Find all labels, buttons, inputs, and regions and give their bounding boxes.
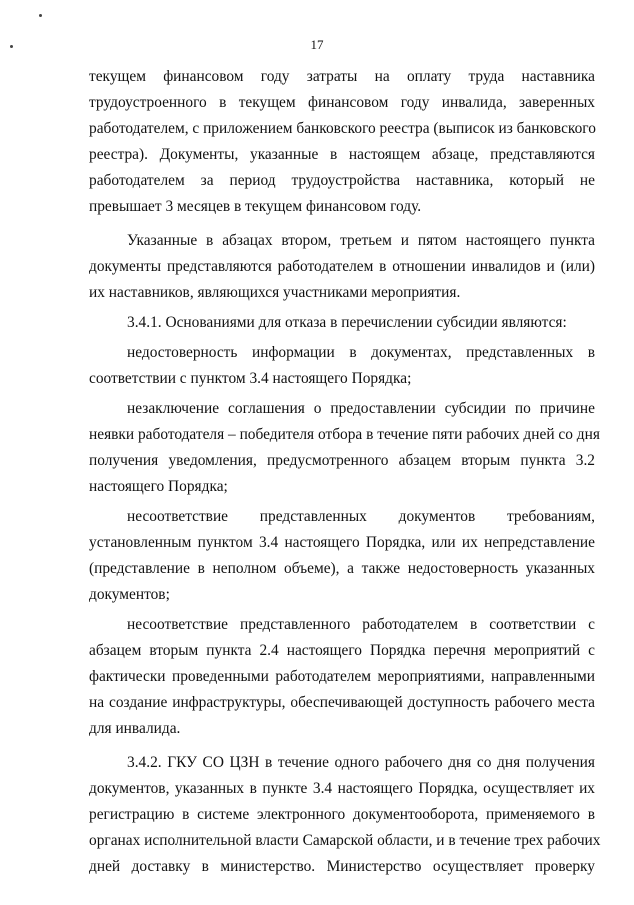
text-line: недостоверность информации в документах, представленных в	[127, 344, 595, 361]
text-line: документов, указанных в пункте 3.4 настоящего Порядка, осуществляет их	[89, 780, 595, 797]
text-line: превышает 3 месяцев в текущем финансовом году.	[89, 198, 422, 215]
text-line: работодателем за период трудоустройства наставника, который не	[89, 172, 595, 189]
text-line: незаключение соглашения о предоставлении субсидии по причине	[127, 400, 595, 417]
text-line: Указанные в абзацах втором, третьем и пятом настоящего пункта	[127, 232, 595, 249]
text-line: документы представляются работодателем в отношении инвалидов и (или)	[89, 258, 595, 275]
paragraph	[89, 310, 595, 336]
text-line: их наставников, являющихся участниками мероприятия.	[89, 284, 461, 301]
paragraph	[89, 396, 600, 500]
paragraph	[89, 750, 601, 880]
text-line: несоответствие представленного работодателем в соответствии с	[127, 616, 595, 633]
paragraph	[89, 64, 595, 220]
paragraph	[89, 228, 595, 306]
text-line: соответствии с пунктом 3.4 настоящего Порядка;	[89, 370, 412, 387]
text-line: настоящего Порядка;	[89, 478, 228, 495]
text-line: дней доставку в министерство. Министерство осуществляет проверку	[89, 858, 595, 875]
text-line: трудоустроенного в текущем финансовом году инвалида, заверенных	[89, 94, 595, 111]
scan-speck	[39, 14, 42, 17]
text-line: регистрацию в системе электронного документооборота, применяемого в	[89, 806, 595, 823]
text-line: текущем финансовом году затраты на оплату труда наставника	[89, 68, 595, 85]
text-line: фактически проведенными работодателем мероприятиями, направленными	[89, 668, 595, 685]
text-line: документов;	[89, 586, 170, 603]
text-line: реестра). Документы, указанные в настоящем абзаце, представляются	[89, 146, 595, 163]
text-line: органах исполнительной власти Самарской области, и в течение трех рабочих	[89, 832, 601, 849]
paragraph	[89, 504, 595, 608]
text-line: неявки работодателя – победителя отбора в течение пяти рабочих дней со дня	[89, 426, 600, 443]
text-line: получения уведомления, предусмотренного абзацем вторым пункта 3.2	[89, 452, 595, 469]
text-line: несоответствие представленных документов требованиям,	[127, 508, 595, 525]
text-line: работодателем, с приложением банковского реестра (выписок из банковского	[89, 120, 596, 137]
paragraph	[89, 340, 595, 392]
text-line: для инвалида.	[89, 720, 181, 737]
text-line: на создание инфраструктуры, обеспечивающей доступность рабочего места	[89, 694, 595, 711]
text-line: 3.4.1. Основаниями для отказа в перечислении субсидии являются:	[127, 314, 567, 331]
text-line: 3.4.2. ГКУ СО ЦЗН в течение одного рабочего дня со дня получения	[127, 754, 595, 771]
document-body	[89, 64, 601, 880]
page-number: 17	[310, 37, 324, 52]
paragraph	[89, 612, 595, 742]
text-line: (представление в неполном объеме), а также недостоверность указанных	[89, 560, 595, 577]
text-line: установленным пунктом 3.4 настоящего Порядка, или их непредставление	[89, 534, 595, 551]
text-line: абзацем вторым пункта 2.4 настоящего Порядка перечня мероприятий с	[89, 642, 595, 659]
